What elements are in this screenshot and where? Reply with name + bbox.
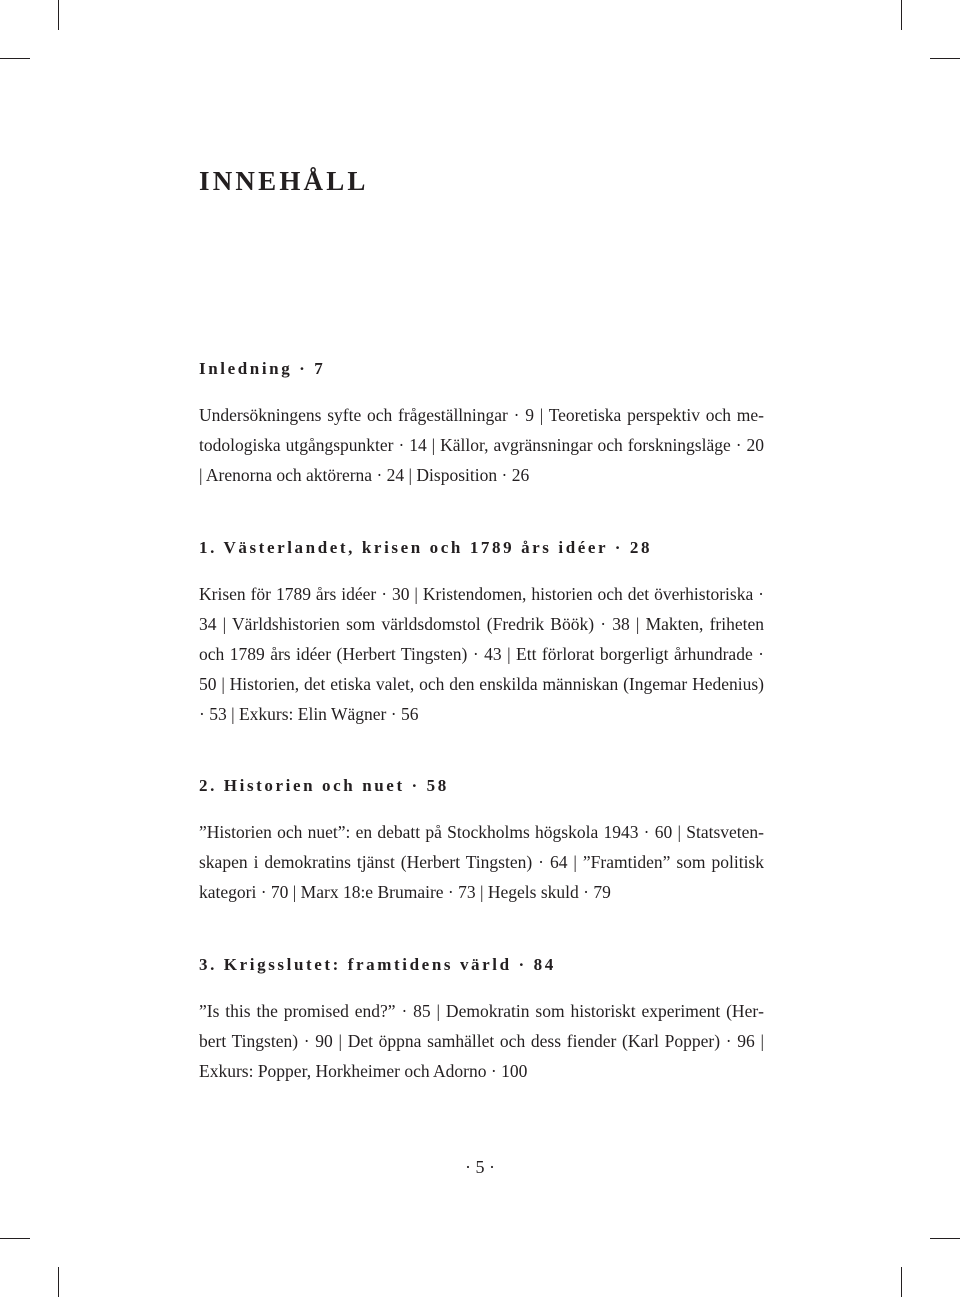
crop-mark-bottom-right [901, 1267, 902, 1297]
crop-mark-top-right [901, 0, 902, 30]
section-heading: 3. Krigsslutet: framtidens värld · 84 [199, 955, 556, 974]
toc-section-introduction [199, 357, 764, 490]
crop-mark-bottom-right-horizontal [930, 1238, 960, 1239]
crop-mark-top-left [58, 0, 59, 30]
page-number: · 5 · [465, 1157, 495, 1177]
toc-section-chapter-2 [199, 774, 764, 907]
crop-mark-top-right-horizontal [930, 58, 960, 59]
crop-mark-bottom-left [58, 1267, 59, 1297]
toc-section-chapter-3 [199, 953, 764, 1086]
section-entries: Undersökningens syfte och frågeställningar · 9 | Teoretiska perspektiv och metodologiska utgångspunkter · 14 | Källor, avgränsningar och forskningsläge · 20 | Arenorna och aktörerna · 24 | Disposition · 26 [199, 405, 764, 485]
section-entries: Krisen för 1789 års idéer · 30 | Kristendomen, historien och det överhistoriska · 34 | Världshistorien som världsdomstol (Fredrik Böök) · 38 | Makten, friheten och 1789 års idéer (Herbert Tingsten) · 43 | Ett förlorat borgerligt århundrade · 50 | Historien, det etiska valet, och den enskilda människan (Ingemar Hedenius) · 53 | Exkurs: Elin Wägner · 56 [199, 584, 764, 724]
toc-section-chapter-1 [199, 536, 764, 729]
crop-mark-bottom-left-horizontal [0, 1238, 30, 1239]
section-entries: ”Historien och nuet”: en debatt på Stockholms högskola 1943 · 60 | Statsvetenskapen i demokratins tjänst (Herbert Tingsten) · 64 | ”Framtiden” som politisk kategori · 70 | Marx 18:e Brumaire · 73 | Hegels skuld · 79 [199, 822, 764, 902]
section-heading: 1. Västerlandet, krisen och 1789 års idéer · 28 [199, 538, 653, 557]
section-heading: 2. Historien och nuet · 58 [199, 776, 449, 795]
crop-mark-top-left-horizontal [0, 58, 30, 59]
section-entries: ”Is this the promised end?” · 85 | Demokratin som historiskt experiment (Herbert Tingsten) · 90 | Det öppna samhället och dess fiender (Karl Popper) · 96 | Exkurs: Popper, Horkheimer och Adorno · 100 [199, 1001, 764, 1081]
page-title: INNEHÅLL [199, 166, 369, 196]
section-heading: Inledning · 7 [199, 359, 326, 378]
